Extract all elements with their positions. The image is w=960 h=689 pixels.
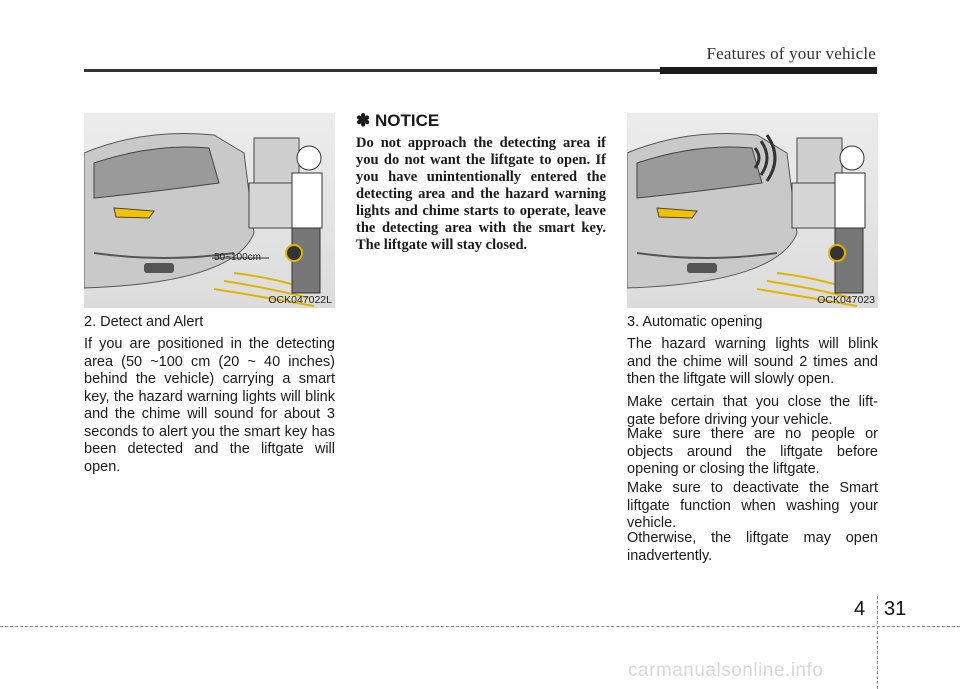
- step-heading-automatic-opening: 3. Automatic opening: [627, 314, 763, 330]
- figure-automatic-opening: [627, 113, 878, 308]
- header-rule: [84, 69, 660, 72]
- car-rear-illustration: [84, 113, 335, 308]
- auto-open-paragraph-2: Make certain that you close the lift-gate before driving your vehicle.: [627, 394, 878, 428]
- watermark: carmanualsonline.info: [628, 660, 824, 681]
- distance-label: 50~100cm: [214, 252, 261, 263]
- footer-divider: [877, 596, 878, 689]
- detect-alert-paragraph: If you are positioned in the detecting area (50 ~100 cm (20 ~ 40 inches) behind the vehicle) carrying a smart key, the hazard warning lights will blink and the chime will sound for about 3 seconds to alert you the smart key has been detected and the liftgate will open.: [84, 336, 335, 475]
- figure-code: OCK047023: [817, 294, 875, 306]
- notice-body: Do not approach the detecting area if you do not want the liftgate to open. If you have unintentionally entered the detecting area and the hazard warning lights and chime starts to operate, leave the detecting area with the smart key. The liftgate will stay closed.: [356, 135, 606, 253]
- chapter-number: 4: [854, 598, 866, 620]
- figure-code: OCK047022L: [268, 294, 332, 306]
- figure-detect-alert: [84, 113, 335, 308]
- auto-open-paragraph-3: Make sure there are no people or objects around the liftgate before opening or closing the liftgate.: [627, 426, 878, 477]
- auto-open-paragraph-5: Otherwise, the liftgate may open inadvertently.: [627, 530, 878, 564]
- header-rule-accent: [660, 67, 877, 74]
- auto-open-paragraph-4: Make sure to deactivate the Smart liftgate function when washing your vehicle.: [627, 480, 878, 531]
- page-number: 31: [884, 598, 907, 620]
- auto-open-paragraph-1: The hazard warning lights will blink and the chime will sound 2 times and then the liftgate will slowly open.: [627, 336, 878, 387]
- page-header-title: Features of your vehicle: [706, 44, 876, 63]
- footer-rule: [0, 626, 960, 627]
- step-heading-detect-alert: 2. Detect and Alert: [84, 314, 204, 330]
- car-rear-chime-illustration: [627, 113, 878, 308]
- notice-title: ✽ NOTICE: [356, 111, 440, 130]
